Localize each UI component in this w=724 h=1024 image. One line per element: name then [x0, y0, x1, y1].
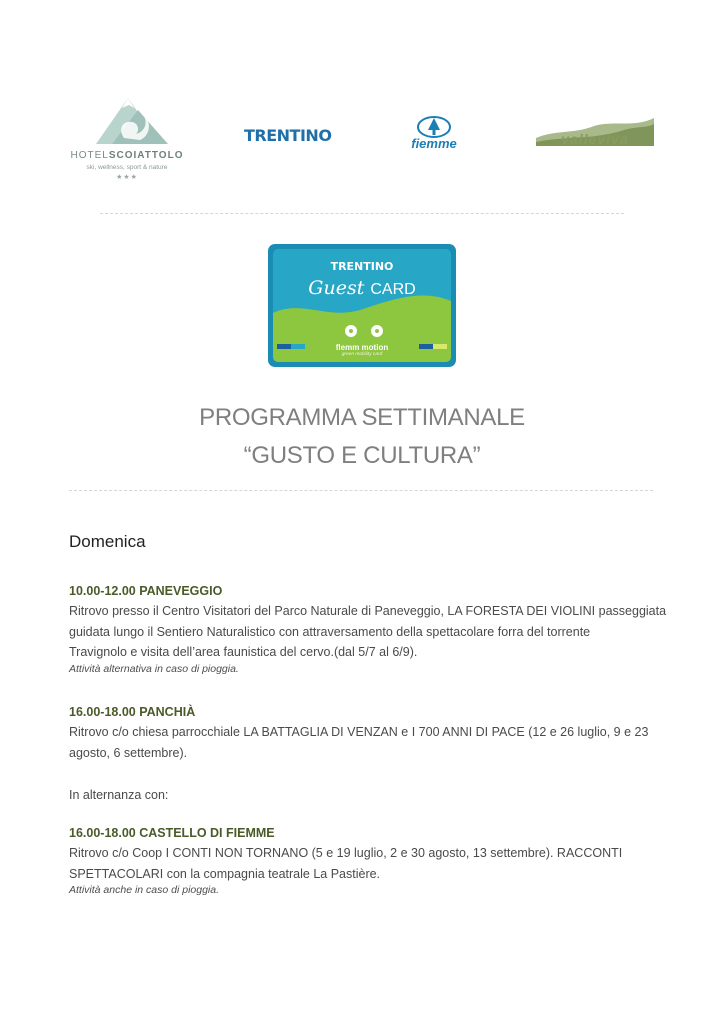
trentino-wordmark: TRENTINO: [244, 126, 332, 145]
guest-card-face: [273, 249, 451, 362]
event-panchia: [69, 705, 659, 763]
valleviva-logo: [534, 116, 656, 150]
title-divider: [69, 490, 653, 491]
day-heading-wrap: [69, 532, 659, 552]
day-heading: Domenica: [69, 532, 146, 551]
event-line: agosto, 6 settembre).: [69, 745, 188, 760]
event-weather-note: Attività alternativa in caso di pioggia.: [69, 662, 239, 675]
mountain-squirrel-icon: [66, 92, 188, 150]
tree-icon: [392, 116, 476, 138]
trentino-logo: [244, 126, 332, 150]
event-line: SPETTACOLARI con la compagnia teatrale La Pastière.: [69, 866, 381, 881]
card-brand: TRENTINO: [330, 260, 394, 273]
event-castello-di-fiemme: [69, 826, 659, 896]
event-weather-note: Attività anche in caso di pioggia.: [69, 884, 220, 896]
event-line: Ritrovo c/o chiesa parrocchiale LA BATTAGLIA DI VENZAN e I 700 ANNI DI PACE (12 e 26 luglio, 9 e 23: [69, 725, 649, 739]
top-divider: [100, 213, 624, 214]
hotel-name: HOTELSCOIATTOLO: [70, 150, 184, 161]
alternation-intro: In alternanza con:: [69, 788, 169, 802]
event-title: 16.00-18.00 PANCHIÀ: [69, 705, 196, 719]
event-line: Ritrovo presso il Centro Visitatori del Parco Naturale di Paneveggio, LA FORESTA DEI VIOLINI passeggiata: [69, 604, 667, 618]
hotel-tagline: ski, wellness, sport & nature: [86, 164, 168, 171]
page-title-line2: “GUSTO E CULTURA”: [243, 442, 481, 469]
fiemme-wordmark: fiemme: [411, 136, 457, 151]
event-description: [69, 722, 659, 763]
event-title: 16.00-18.00 CASTELLO DI FIEMME: [69, 826, 275, 840]
event-line: guidata lungo il Sentiero Naturalistico con attraversamento della spettacolare forra del torrente: [69, 624, 591, 639]
partner-logos: [0, 88, 724, 183]
card-motion-label: flemm motion: [335, 343, 389, 352]
card-title: Guest CARD: [308, 277, 416, 299]
trentino-guest-card-image: [268, 244, 456, 367]
alternation-intro-wrap: [69, 785, 659, 806]
event-paneveggio: [69, 584, 667, 675]
event-line: Ritrovo c/o Coop I CONTI NON TORNANO (5 e 19 luglio, 2 e 30 agosto, 13 settembre). RACCONTI: [69, 846, 623, 860]
hotel-stars: ★★★: [116, 174, 138, 181]
event-line: Travignolo e visita dell’area faunistica del cervo.(dal 5/7 al 6/9).: [69, 645, 418, 659]
event-description: [69, 843, 659, 884]
card-mobility-label: green mobility card: [341, 352, 383, 357]
event-title: 10.00-12.00 PANEVEGGIO: [69, 584, 223, 598]
page-title-line1: PROGRAMMA SETTIMANALE: [199, 404, 525, 431]
event-description: [69, 601, 667, 663]
fiemme-logo: [392, 116, 476, 152]
valleviva-wordmark: valleviva: [561, 131, 629, 147]
hotel-scoiattolo-logo: [66, 92, 188, 182]
